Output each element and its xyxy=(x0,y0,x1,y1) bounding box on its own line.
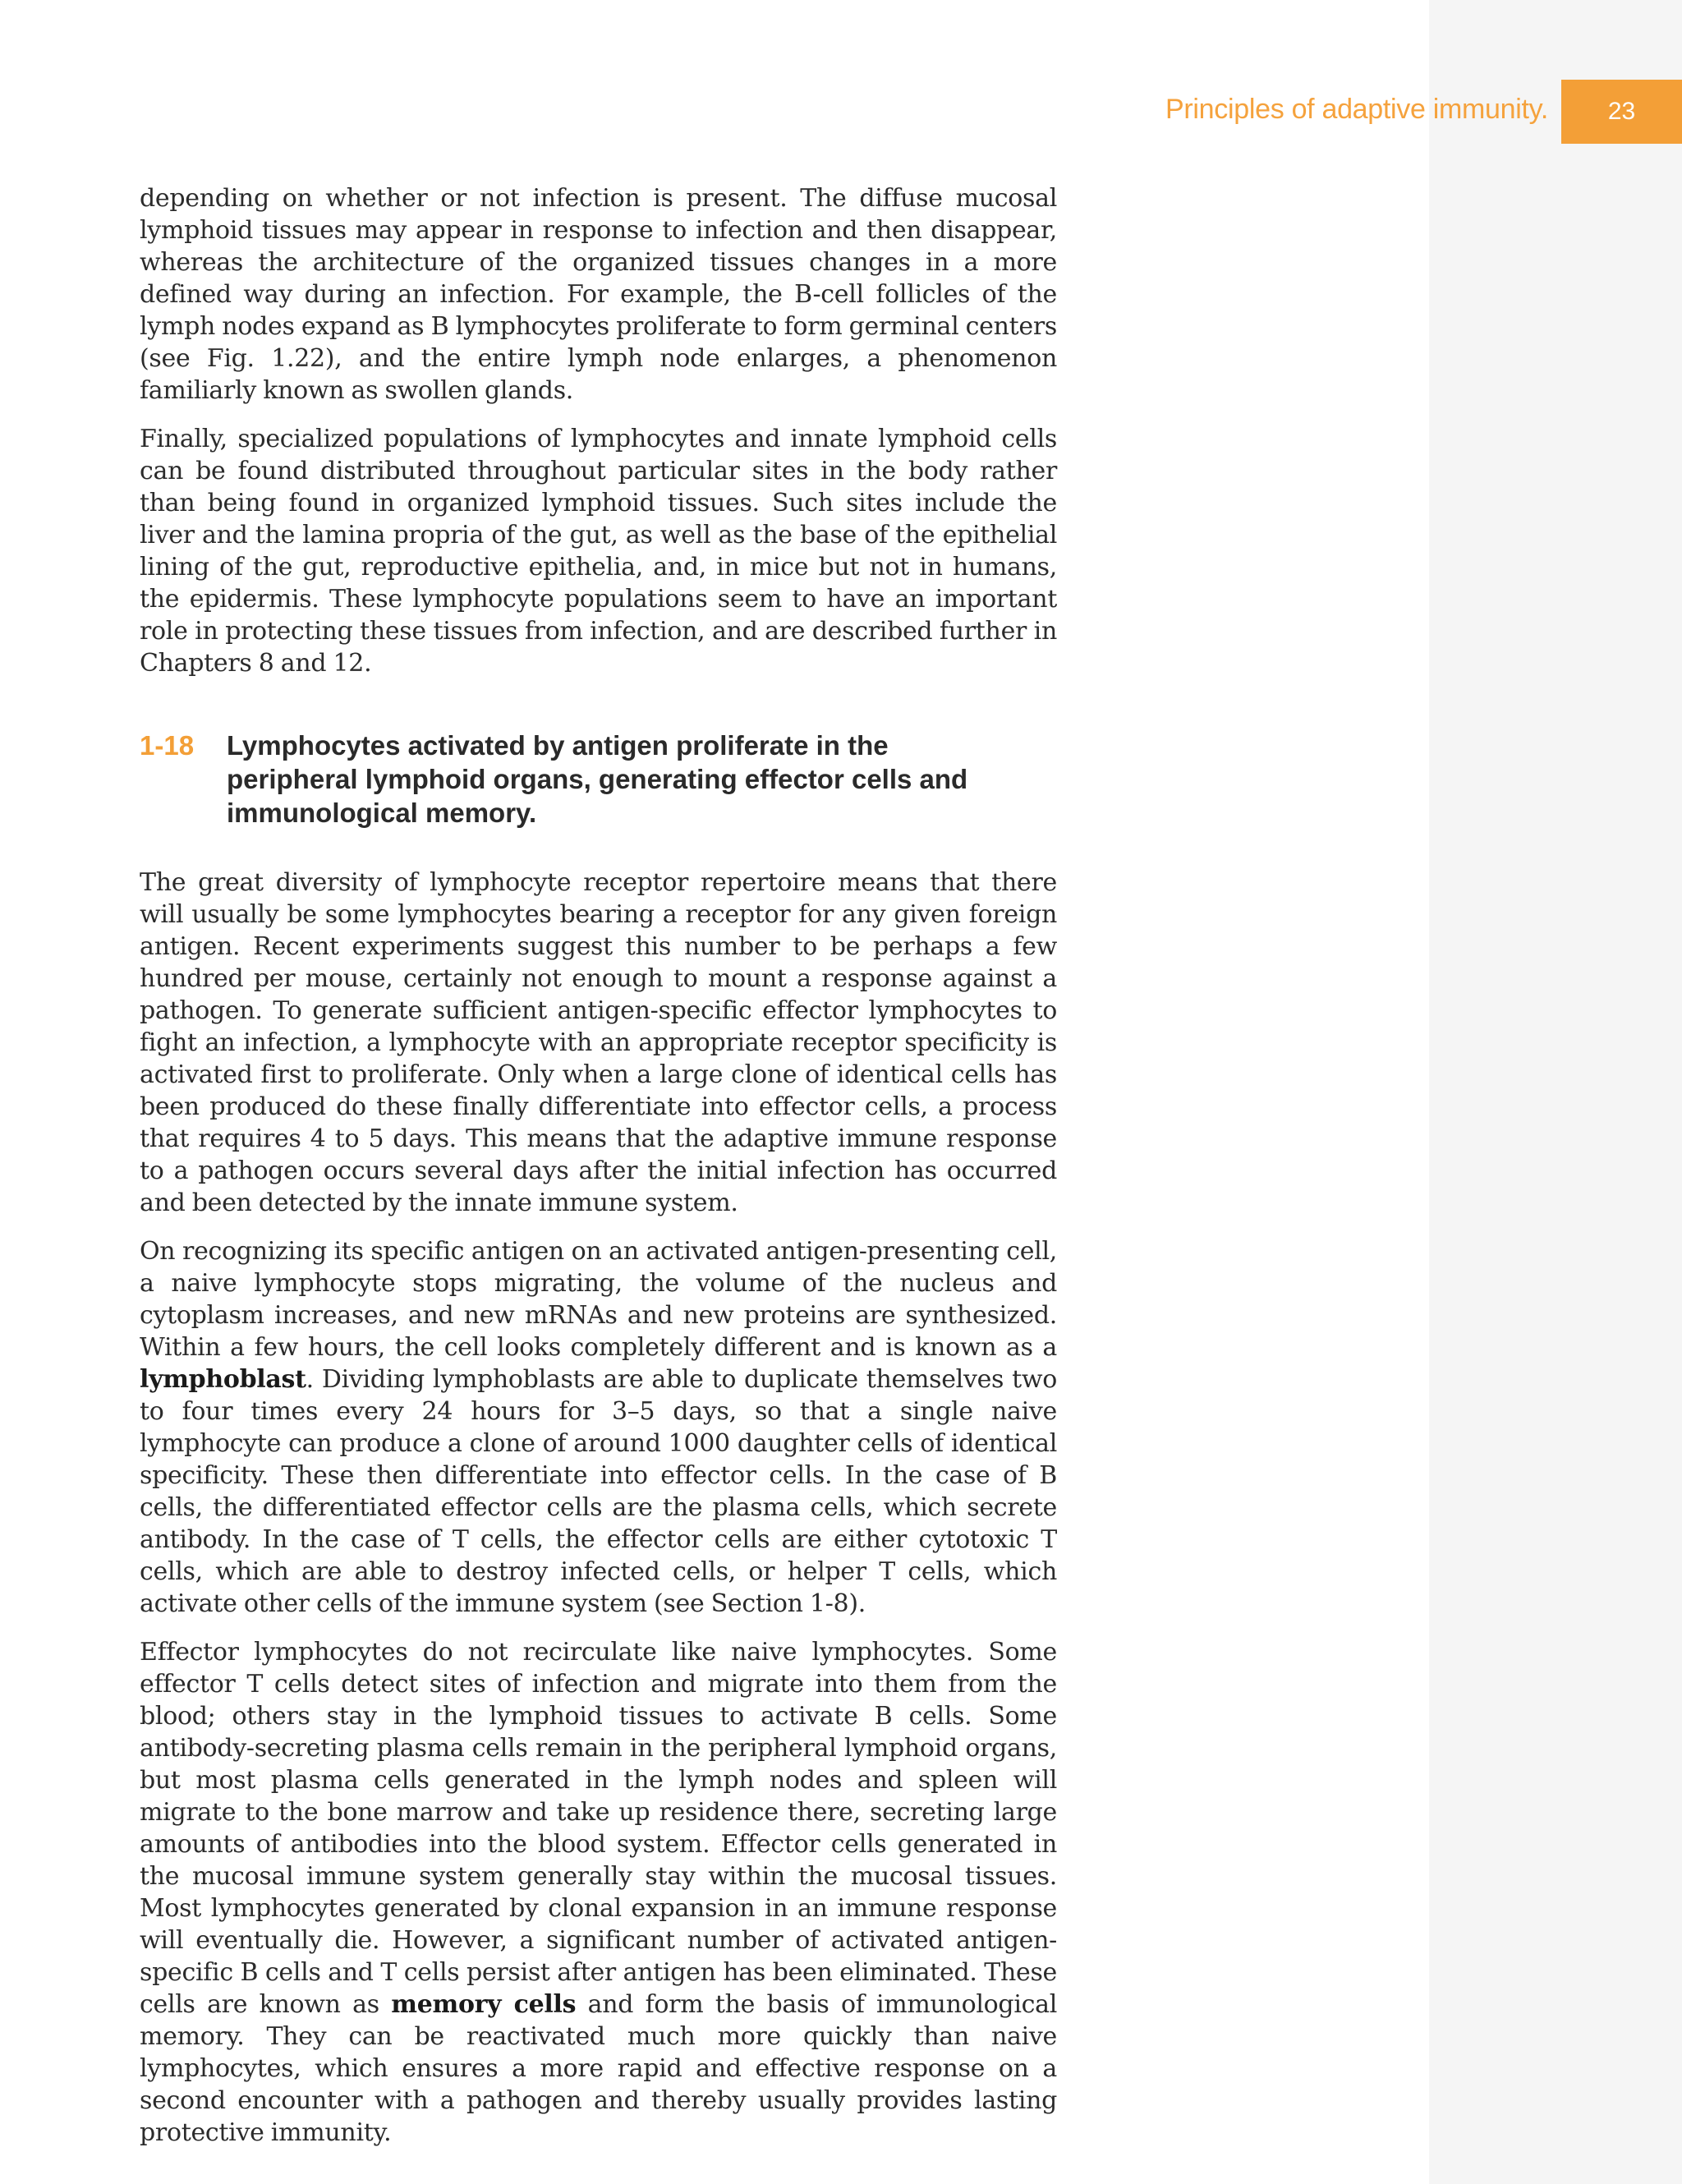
term-lymphoblast: lymphoblast xyxy=(140,1365,306,1394)
term-memory-cells: memory cells xyxy=(391,1990,577,2019)
page-number-tab xyxy=(1561,80,1682,144)
paragraph-3: The great diversity of lymphocyte receptor repertoire means that there will usually be some lymphocytes bearing a receptor for any given foreign antigen. Recent experiments suggest this number to be perhaps a few hundred per mouse, certainly not enough to mount a response against a pathogen. To generate sufficient antigen-specific effector lymphocytes to fight an infection, a lymphocyte with an appropriate receptor specificity is activated first to proliferate. Only when a large clone of identical cells has been produced do these finally differentiate into effector cells, a process that requires 4 to 5 days. This means that the adaptive immune response to a pathogen occurs several days after the initial infection has occurred and been detected by the innate immune system. xyxy=(140,868,1057,1217)
running-header-title: Principles of adaptive immunity. xyxy=(1165,94,1548,125)
paragraph-1: depending on whether or not infection is present. The diffuse mucosal lymphoid tissues may appear in response to infection and then disappear, whereas the architecture of the organized tissues changes in a more defined way during an infection. For example, the B-cell follicles of the lymph nodes expand as B lymphocytes proliferate to form germinal centers (see Fig. 1.22), and the entire lymph node enlarges, a phenomenon familiarly known as swollen glands. xyxy=(140,184,1057,405)
paragraph-4-text-a: On recognizing its specific antigen on an activated antigen-presenting cell, a naive lymphocyte stops migrating, the volume of the nucleus and cytoplasm increases, and new mRNAs and new proteins are synthesized. Within a few hours, the cell looks completely different and is known as a xyxy=(140,1237,1057,1362)
body-text-column xyxy=(140,182,1057,2149)
section-heading xyxy=(140,729,1057,830)
section-title: Lymphocytes activated by antigen proliferate in the peripheral lymphoid organs, generating effector cells and immunological memory. xyxy=(227,730,968,828)
section-number: 1-18 xyxy=(140,730,195,761)
paragraph-5-text-b: and form the basis of immunological memory. They can be reactivated much more quickly than naive lymphocytes, which ensures a more rapid and effective response on a second encounter with a pathogen and thereby usually provides lasting protective immunity. xyxy=(140,1990,1057,2147)
paragraph-5 xyxy=(140,1636,1057,2149)
paragraph-2: Finally, specialized populations of lymphocytes and innate lymphoid cells can be found distributed throughout particular sites in the body rather than being found in organized lymphoid tissues. Such sites include the liver and the lamina propria of the gut, as well as the base of the epithelial lining of the gut, reproductive epithelia, and, in mice but not in humans, the epidermis. These lymphocyte populations seem to have an important role in protecting these tissues from infection, and are described further in Chapters 8 and 12. xyxy=(140,425,1057,678)
page-number: 23 xyxy=(1607,98,1636,125)
side-margin-panel xyxy=(1429,0,1682,2184)
paragraph-4 xyxy=(140,1235,1057,1620)
paragraph-5-text-a: Effector lymphocytes do not recirculate like naive lymphocytes. Some effector T cells detect sites of infection and migrate into them from the blood; others stay in the lymphoid tissues to activate B cells. Some antibody-secreting plasma cells remain in the peripheral lymphoid organs, but most plasma cells generated in the lymph nodes and spleen will migrate to the bone marrow and take up residence there, secreting large amounts of antibodies into the blood system. Effector cells generated in the mucosal immune system generally stay within the mucosal tissues. Most lymphocytes generated by clonal expansion in an immune response will eventually die. However, a significant number of activated antigen-specific B cells and T cells persist after antigen has been eliminated. These cells are known as xyxy=(140,1638,1057,2019)
paragraph-4-text-b: . Dividing lymphoblasts are able to duplicate themselves two to four times every 24 hours for 3–5 days, so that a single naive lymphocyte can produce a clone of around 1000 daughter cells of identical specificity. These then differentiate into effector cells. In the case of B cells, the differentiated effector cells are the plasma cells, which secrete antibody. In the case of T cells, the effector cells are either cytotoxic T cells, which are able to destroy infected cells, or helper T cells, which activate other cells of the immune system (see Section 1-8). xyxy=(140,1365,1057,1618)
